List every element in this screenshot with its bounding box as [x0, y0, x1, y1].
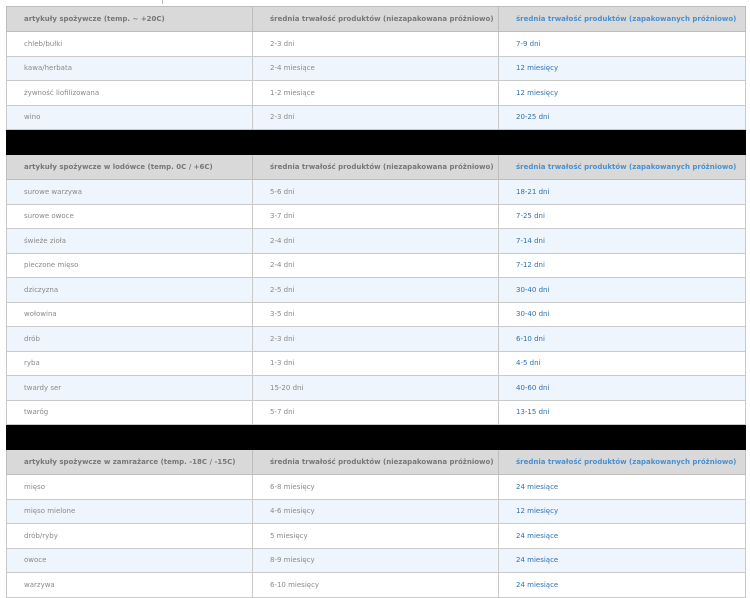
cell-vacuum: 30-40 dni — [499, 302, 746, 327]
cell-unpacked: 1-2 miesiące — [253, 81, 499, 106]
cell-unpacked: 4-6 miesięcy — [253, 499, 499, 524]
section-header-freezer — [7, 450, 746, 475]
cell-product: twaróg — [7, 400, 253, 425]
table-row — [7, 524, 746, 549]
cell-vacuum: 7-25 dni — [499, 204, 746, 229]
cell-product: chleb/bułki — [7, 32, 253, 57]
table-row — [7, 327, 746, 352]
section-separator — [7, 425, 746, 450]
section-header-fridge — [7, 155, 746, 180]
cell-vacuum: 7-12 dni — [499, 253, 746, 278]
cell-unpacked: 5-7 dni — [253, 400, 499, 425]
cell-vacuum: 12 miesięcy — [499, 81, 746, 106]
cell-vacuum: 24 miesiące — [499, 548, 746, 573]
cell-unpacked: 2-4 miesiące — [253, 56, 499, 81]
table-row — [7, 278, 746, 303]
cell-product: dziczyzna — [7, 278, 253, 303]
cell-unpacked: 3-7 dni — [253, 204, 499, 229]
cell-product: surowe warzywa — [7, 180, 253, 205]
table-row — [7, 105, 746, 130]
cell-vacuum: 30-40 dni — [499, 278, 746, 303]
cell-product: drób/ryby — [7, 524, 253, 549]
cell-unpacked: 5 miesięcy — [253, 524, 499, 549]
cell-vacuum: 40-60 dni — [499, 376, 746, 401]
section-separator — [7, 130, 746, 155]
header-unpacked: średnia trwałość produktów (niezapakowana próżniowo) — [253, 7, 499, 32]
table-row — [7, 400, 746, 425]
cell-product: owoce — [7, 548, 253, 573]
table-row — [7, 32, 746, 57]
cell-product: warzywa — [7, 573, 253, 598]
shelf-life-table-container — [6, 6, 745, 598]
cell-product: surowe owoce — [7, 204, 253, 229]
cell-vacuum: 18-21 dni — [499, 180, 746, 205]
cell-product: świeże zioła — [7, 229, 253, 254]
cell-vacuum: 4-5 dni — [499, 351, 746, 376]
separator-bar — [7, 425, 746, 450]
cell-unpacked: 2-3 dni — [253, 32, 499, 57]
cell-vacuum: 20-25 dni — [499, 105, 746, 130]
cell-unpacked: 8-9 miesięcy — [253, 548, 499, 573]
cell-vacuum: 12 miesięcy — [499, 56, 746, 81]
header-category: artykuły spożywcze w lodówce (temp. 0C / +6C) — [7, 155, 253, 180]
cell-unpacked: 6-8 miesięcy — [253, 475, 499, 500]
header-category: artykuły spożywcze w zamrażarce (temp. -18C / -15C) — [7, 450, 253, 475]
table-row — [7, 499, 746, 524]
cell-vacuum: 7-14 dni — [499, 229, 746, 254]
table-row — [7, 253, 746, 278]
table-row — [7, 302, 746, 327]
cell-unpacked: 2-3 dni — [253, 327, 499, 352]
cell-product: wołowina — [7, 302, 253, 327]
header-vacuum: średnia trwałość produktów (zapakowanych próżniowo) — [499, 450, 746, 475]
table-row — [7, 204, 746, 229]
cell-product: drób — [7, 327, 253, 352]
cell-product: żywność liofilizowana — [7, 81, 253, 106]
cell-unpacked: 2-4 dni — [253, 253, 499, 278]
header-vacuum: średnia trwałość produktów (zapakowanych próżniowo) — [499, 155, 746, 180]
cell-unpacked: 2-4 dni — [253, 229, 499, 254]
cell-vacuum: 7-9 dni — [499, 32, 746, 57]
cell-product: pieczone mięso — [7, 253, 253, 278]
table-row — [7, 56, 746, 81]
cell-unpacked: 5-6 dni — [253, 180, 499, 205]
cell-vacuum: 24 miesiące — [499, 524, 746, 549]
header-vacuum: średnia trwałość produktów (zapakowanych próżniowo) — [499, 7, 746, 32]
table-row — [7, 475, 746, 500]
cell-unpacked: 1-3 dni — [253, 351, 499, 376]
cell-product: ryba — [7, 351, 253, 376]
cell-product: mięso — [7, 475, 253, 500]
section-header-room-temp — [7, 7, 746, 32]
header-category: artykuły spożywcze (temp. ~ +20C) — [7, 7, 253, 32]
separator-bar — [7, 130, 746, 155]
top-tick-mark — [162, 0, 163, 4]
table-row — [7, 376, 746, 401]
table-row — [7, 573, 746, 598]
header-unpacked: średnia trwałość produktów (niezapakowana próżniowo) — [253, 155, 499, 180]
cell-vacuum: 13-15 dni — [499, 400, 746, 425]
cell-product: wino — [7, 105, 253, 130]
cell-vacuum: 24 miesiące — [499, 573, 746, 598]
table-row — [7, 81, 746, 106]
cell-unpacked: 2-5 dni — [253, 278, 499, 303]
cell-vacuum: 24 miesiące — [499, 475, 746, 500]
cell-vacuum: 6-10 dni — [499, 327, 746, 352]
cell-product: kawa/herbata — [7, 56, 253, 81]
cell-unpacked: 6-10 miesięcy — [253, 573, 499, 598]
header-unpacked: średnia trwałość produktów (niezapakowana próżniowo) — [253, 450, 499, 475]
table-row — [7, 180, 746, 205]
cell-unpacked: 2-3 dni — [253, 105, 499, 130]
cell-vacuum: 12 miesięcy — [499, 499, 746, 524]
table-row — [7, 229, 746, 254]
cell-product: twardy ser — [7, 376, 253, 401]
cell-unpacked: 15-20 dni — [253, 376, 499, 401]
cell-unpacked: 3-5 dni — [253, 302, 499, 327]
shelf-life-table — [6, 6, 746, 598]
cell-product: mięso mielone — [7, 499, 253, 524]
table-row — [7, 351, 746, 376]
table-row — [7, 548, 746, 573]
